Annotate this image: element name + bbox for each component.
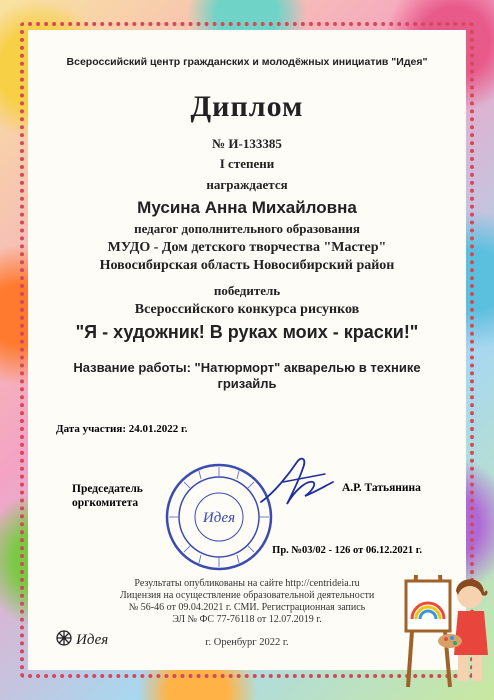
chair-line-1: Председатель — [72, 483, 143, 495]
diploma-title: Диплом — [190, 90, 304, 123]
city-year: г. Оренбург 2022 г. — [205, 637, 289, 648]
recipient-name: Мусина Анна Михайловна — [137, 198, 357, 217]
logo-text: Идея — [76, 632, 109, 648]
recipient-position: педагог дополнительного образования — [134, 221, 360, 236]
work-line-1: Название работы: "Натюрморт" акварелью в технике — [73, 360, 421, 375]
participation-date: Дата участия: 24.01.2022 г. — [56, 423, 188, 435]
chair-label — [72, 482, 143, 510]
status: победитель — [213, 283, 281, 298]
stamp-text: Идея — [202, 510, 236, 526]
footer-line: Лицензия на осуществление образовательной деятельности — [119, 590, 375, 601]
organization-name: Всероссийский центр гражданских и молодёжных инициатив "Идея" — [66, 56, 428, 68]
order-number: Пр. №03/02 - 126 от 06.12.2021 г. — [272, 545, 422, 556]
awarded-label: награждается — [206, 177, 288, 192]
footer-line: ЭЛ № ФС 77-76118 от 12.07.2019 г. — [172, 614, 322, 625]
contest-name: "Я - художник! В руках моих - краски!" — [75, 322, 419, 342]
institution: МУДО - Дом детского творчества "Мастер" — [107, 240, 387, 255]
diploma-number: № И-133385 — [212, 136, 282, 151]
child-painter-illustration — [398, 555, 490, 695]
region: Новосибирская область Новосибирский район — [99, 258, 395, 273]
signature-icon — [255, 452, 337, 510]
degree: I степени — [219, 156, 275, 171]
footer-line: № 56-46 от 09.04.2021 г. СМИ. Регистрационная запись — [128, 602, 366, 613]
work-title — [28, 360, 466, 392]
contest-type: Всероссийского конкурса рисунков — [134, 302, 360, 317]
signatory-name: А.Р. Татьянина — [342, 482, 421, 494]
footer-line: Результаты опубликованы на сайте http://centrideia.ru — [134, 578, 360, 589]
chair-line-2: оргкомитета — [72, 497, 139, 509]
idea-logo-icon — [52, 622, 120, 656]
work-line-2: гризайль — [217, 376, 277, 391]
